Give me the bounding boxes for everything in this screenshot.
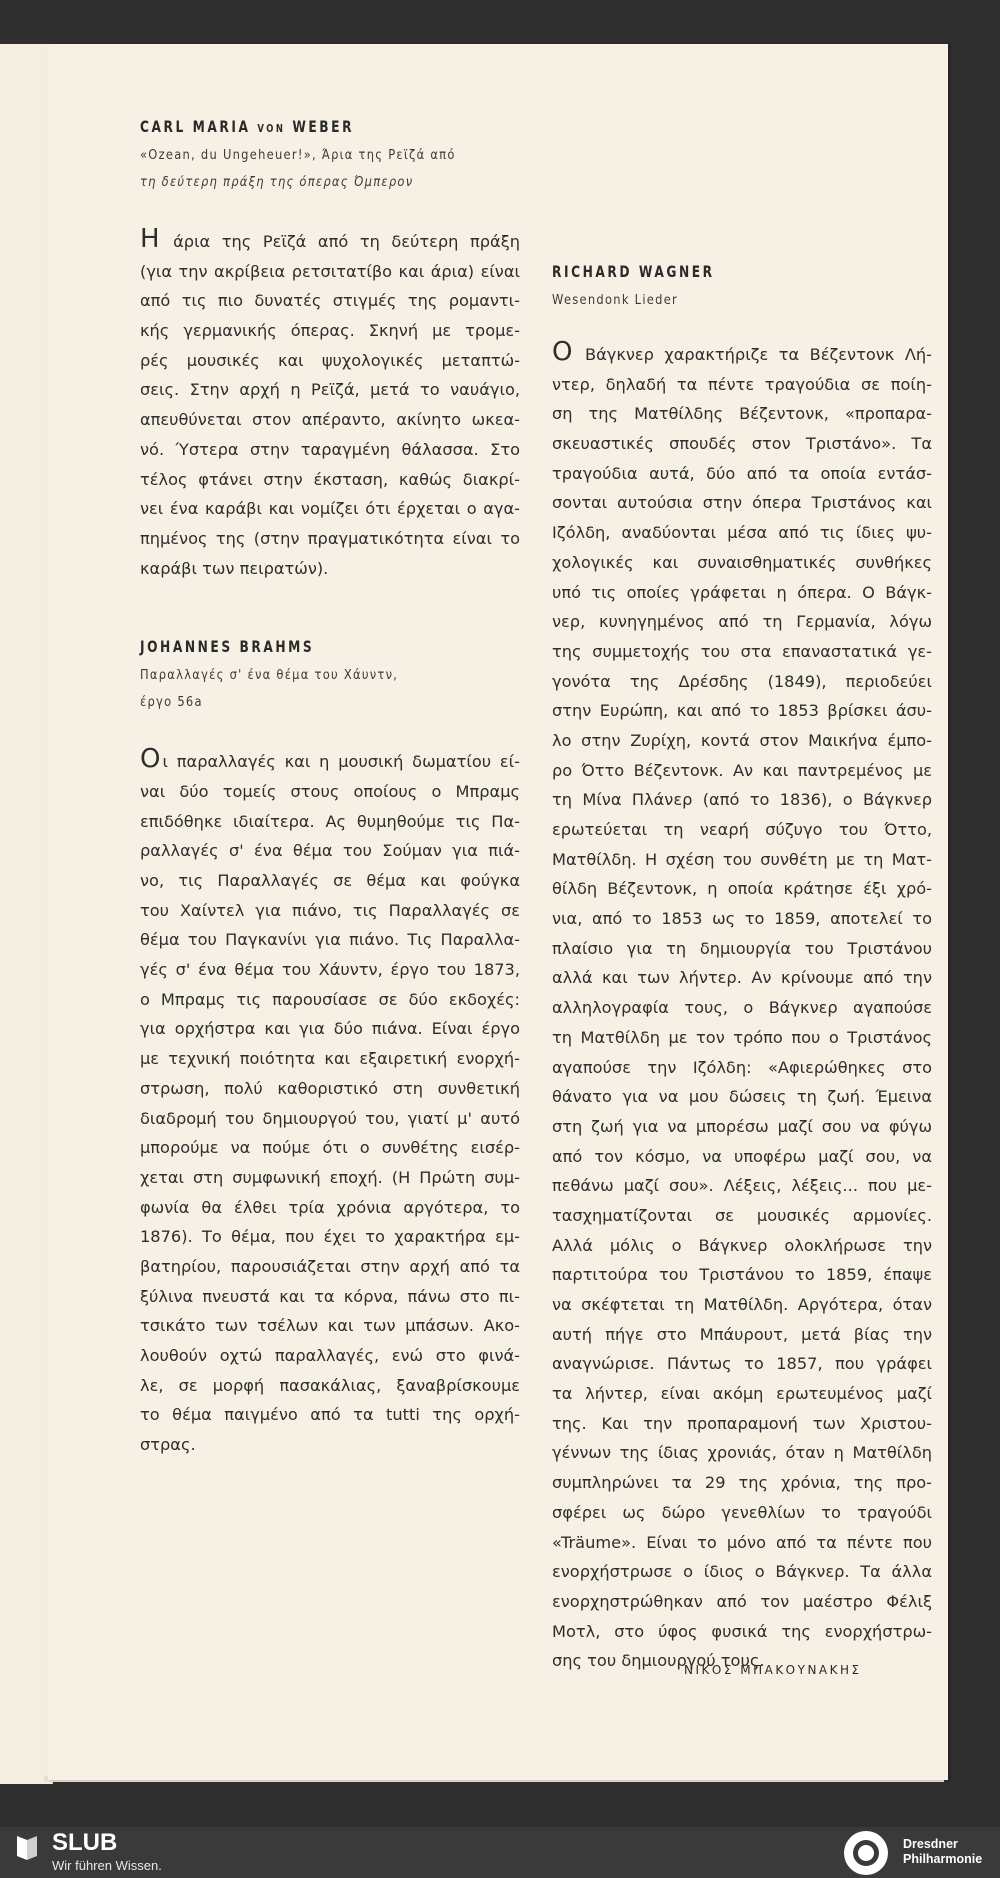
text-line: τσικάτο των τσέλων και των μπάσων. Ακο- [140,1316,520,1336]
text-line: απευθύνεται στον απέραντο, ακίνητο ωκεα- [140,410,520,430]
text-line: τη Ματθίλδη με τον τρόπο που ο Τριστάνος [552,1027,932,1047]
text-line: Αλλά μόλις ο Βάγκνερ ολοκλήρωσε την [552,1235,932,1255]
left-column [140,117,520,1460]
document-page [48,44,948,1780]
text-line: γονότα της Δρέσδης (1849), περιοδεύει [552,671,932,691]
text-line: χεται στη συμφωνική εποχή. (Η Πρώτη συμ- [140,1167,520,1187]
text-line: Οι παραλλαγές και η μουσική δωματίου εί- [140,744,520,775]
brahms-subtitle-line-1: Παραλλαγές σ' ένα θέμα του Χάυντν, [140,667,399,684]
wagner-body [552,337,932,1676]
weber-subtitle [140,142,523,196]
text-line: σκευαστικές σπουδές στον Τριστάνο». Τα [552,434,932,454]
text-line: διαδρομή του δημιουργού του, γιατί μ' αυτό [140,1108,520,1128]
text-line: στρας. [140,1435,196,1455]
text-line: σφέρει ως δώρο γενεθλίων το τραγούδι [552,1502,932,1522]
text-line: μπορούμε να πούμε ότι ο συνθέτης εισέρ- [140,1138,520,1158]
text-line: νερ, κυνηγημένος από τη Γερμανία, λόγω [552,612,932,632]
text-line: τέλος φτάνει στην έκσταση, καθώς διακρί- [140,469,520,489]
text-line: από τις πιο δυνατές στιγμές της ρομαντι- [140,291,520,311]
text-line: με τεχνική ποιότητα και εξαιρετική ενορχή- [140,1049,520,1069]
text-line: το θέμα παιγμένο από τα tutti της ορχή- [140,1405,520,1425]
text-line: αυτή πήγε στο Μπάυρουτ, μετά βίας την [552,1324,932,1344]
text-line: πλαίσιο για τη δημιουργία του Τριστάνου [552,938,932,958]
text-line: λουθούν οχτώ παραλλαγές, ενώ στο φινά- [140,1346,520,1365]
text-line: Μοτλ, στο ύφος φυσικά της ενορχήστρω- [552,1621,932,1641]
text-line: στην Ευρώπη, και από το 1853 βρίσκει άσυ- [552,701,932,721]
text-line: τη Μίνα Πλάνερ (από το 1836), ο Βάγκνερ [552,790,932,810]
text-line: τα λήντερ, είναι ακόμη ερωτευμένος μαζί [552,1384,932,1404]
text-line: νει ένα καράβι και νομίζει ότι έρχεται ο αγα- [140,499,520,519]
wagner-heading: RICHARD WAGNER [552,262,715,281]
text-line: λο στην Ζυρίχη, κοντά στον Μαικήνα έμπο- [552,730,932,750]
weber-subtitle-line-1: «Ozean, du Ungeheuer!», Άρια της Ρεϊζά από [140,147,456,163]
weber-subtitle-line-2: τη δεύτερη πράξη της όπερας Όμπερον [140,174,414,190]
text-line: γέννων της ίδιας χρονιάς, όταν η Ματθίλδη [552,1443,932,1463]
text-line: ντερ, δηλαδή τα πέντε τραγούδια σε ποίη- [552,374,932,394]
text-line: της συμμετοχής του στα επαναστατικά γε- [552,641,932,661]
text-line: πεθάνω μαζί σου». Λέξεις, λέξεις... που με- [552,1176,932,1196]
text-line: στρωση, πολύ καθοριστικό στη συνθετική [140,1078,520,1098]
partner-name-line-1: Dresdner [903,1837,958,1851]
text-line: τραγούδια αυτά, δύο από τα οποία εντάσ- [552,463,932,483]
text-line: τασχηματίζονται σε μουσικές αρμονίες. [552,1205,932,1225]
text-line: για ορχήστρα και για δύο πιάνα. Είναι έργο [140,1019,520,1039]
text-line: Ιζόλδη, αναδύονται μέσα από τις ίδιες ψυ- [552,523,932,543]
text-line: ρο Όττο Βέζεντονκ. Αν και παντρεμένος με [552,760,932,780]
text-line: σονται αυτούσια στην όπερα Τριστάνος και [552,493,932,513]
text-line: ερωτεύεται τη νεαρή σύζυγο του Όττο, [552,820,932,839]
text-line: λε, σε μορφή πασακάλιας, ξαναβρίσκουμε [140,1375,520,1395]
weber-body [140,224,520,583]
text-line: από τον κόσμο, να υποφέρω μαζί σου, να [552,1146,932,1166]
initial-letter: Ο [552,337,573,367]
right-column [552,262,932,1676]
text-line: νο, τις Παραλλαγές σε θέμα και φούγκα [140,871,520,890]
text-line: ενορχηστρώθηκαν από τον μαέστρο Φέλιξ [552,1591,932,1611]
text-line: βατηρίου, παρουσιάζεται στην αρχή από τα [140,1256,520,1276]
text-line: ση της Ματθίλδης Βέζεντονκ, «προπαρα- [552,404,932,424]
text-line: αλλά και των λήντερ. Αν κρίνουμε από την [552,968,932,988]
text-line: να σκέφτεται τη Ματθίλδη. Αργότερα, όταν [552,1295,932,1314]
dresdner-philharmonie-logo-text[interactable] [903,1837,982,1867]
partner-name-line-2: Philharmonie [903,1852,983,1866]
wagner-subtitle-line-1: Wesendonk Lieder [552,292,679,308]
text-line: νια, από το 1853 ως το 1859, αποτελεί το [552,909,932,929]
slub-book-icon [14,1832,40,1862]
wagner-subtitle [552,287,935,314]
text-line: κής γερμανικής όπερας. Σκηνή με τρομε- [140,321,520,341]
text-line: θέμα του Παγκανίνι για πιάνο. Τις Παραλλα- [140,930,520,950]
text-line: επιδόθηκε ιδιαίτερα. Ας θυμηθούμε τις Πα- [140,811,520,831]
initial-letter: Ο [140,744,161,775]
text-line: Ο Βάγκνερ χαρακτήριζε τα Βέζεντονκ Λή- [552,337,932,367]
text-line: στη ζωή για να μπορέσω μαζί σου να φύγω [552,1116,932,1136]
left-page-edge [0,44,53,1784]
text-line: ξύλινα πνευστά και τα κόρνα, πάνω στο πι- [140,1286,520,1306]
text-line: θάνατο για να μου δώσεις τη ζωή. Έμεινα [552,1087,932,1107]
text-line: καράβι των πειρατών). [140,558,329,578]
text-line: της. Και την προπαραμονή των Χριστου- [552,1413,932,1433]
text-line: Η άρια της Ρεϊζά από τη δεύτερη πράξη [140,224,520,254]
dresdner-philharmonie-emblem-icon [840,1829,892,1877]
brahms-body [140,744,520,1460]
author-signature: ΝΙΚΟΣ ΜΠΑΚΟΥΝΑΚΗΣ [684,1663,862,1677]
weber-heading: CARL MARIA VON WEBER [140,117,355,136]
text-line: του Χαίντελ για πιάνο, τις Παραλλαγές σε [140,900,520,920]
slub-tagline: Wir führen Wissen. [52,1858,162,1873]
text-line: 1876). Το θέμα, που έχει το χαρακτήρα εμ- [140,1227,520,1247]
slub-logo-text[interactable]: SLUB [52,1829,118,1856]
text-line: γές σ' ένα θέμα του Χάυντν, έργο του 1873, [140,960,520,980]
initial-letter: Η [140,224,160,254]
brahms-subtitle-line-2: έργο 56a [140,694,203,711]
text-line: νό. Ύστερα στην ταραγμένη θάλασσα. Στο [140,439,520,459]
text-line: ναι δύο τομείς στους οποίους ο Μπραμς [140,781,520,801]
text-line: φωνία θα έλθει τρία χρόνια αργότερα, το [140,1197,520,1217]
text-line: υπό τις οποίες γράφεται η όπερα. Ο Βάγκ- [552,582,932,602]
text-line: χολογικές και συναισθηματικές συνθήκες [552,552,932,572]
text-line: συμπληρώνει τα 29 της χρόνια, της προ- [552,1473,932,1493]
text-line: ο Μπραμς τις παρουσίασε σε δύο εκδοχές: [140,989,520,1009]
von-particle: VON [257,122,286,135]
text-line: θίλδη Βέζεντονκ, η οποία κράτησε έξι χρό- [552,879,932,899]
text-line: πημένος της (στην πραγματικότητα είναι το [140,528,520,548]
text-line: ρές μουσικές και ψυχολογικές μεταπτώ- [140,350,520,370]
text-line: Ματθίλδη. Η σχέση του συνθέτη με τη Ματ- [552,849,932,869]
text-line: ενορχήστρωσε ο ίδιος ο Βάγκνερ. Τα άλλα [552,1562,932,1582]
text-line: αγαπούσε την Ιζόλδη: «Αφιερώθηκες στο [552,1057,932,1077]
text-line: αλληλογραφία τους, ο Βάγκνερ αγαπούσε [552,998,932,1018]
text-line: ραλλαγές σ' ένα θέμα του Σούμαν για πιά- [140,841,520,861]
brahms-subtitle [140,662,523,716]
text-line: (για την ακρίβεια ρετσιτατίβο και άρια) είναι [140,261,520,281]
text-line: «Träume». Είναι το μόνο από τα πέντε που [552,1532,932,1552]
brahms-heading: JOHANNES BRAHMS [140,637,315,657]
text-line: αναγνώρισε. Πάντως το 1857, που γράφει [552,1354,932,1374]
text-line: σης του δημιουργού τους. [552,1651,765,1671]
text-line: παρτιτούρα του Τριστάνου το 1859, έπαψε [552,1265,932,1285]
text-line: σεις. Στην αρχή η Ρεϊζά, μετά το ναυάγιο, [140,380,520,400]
